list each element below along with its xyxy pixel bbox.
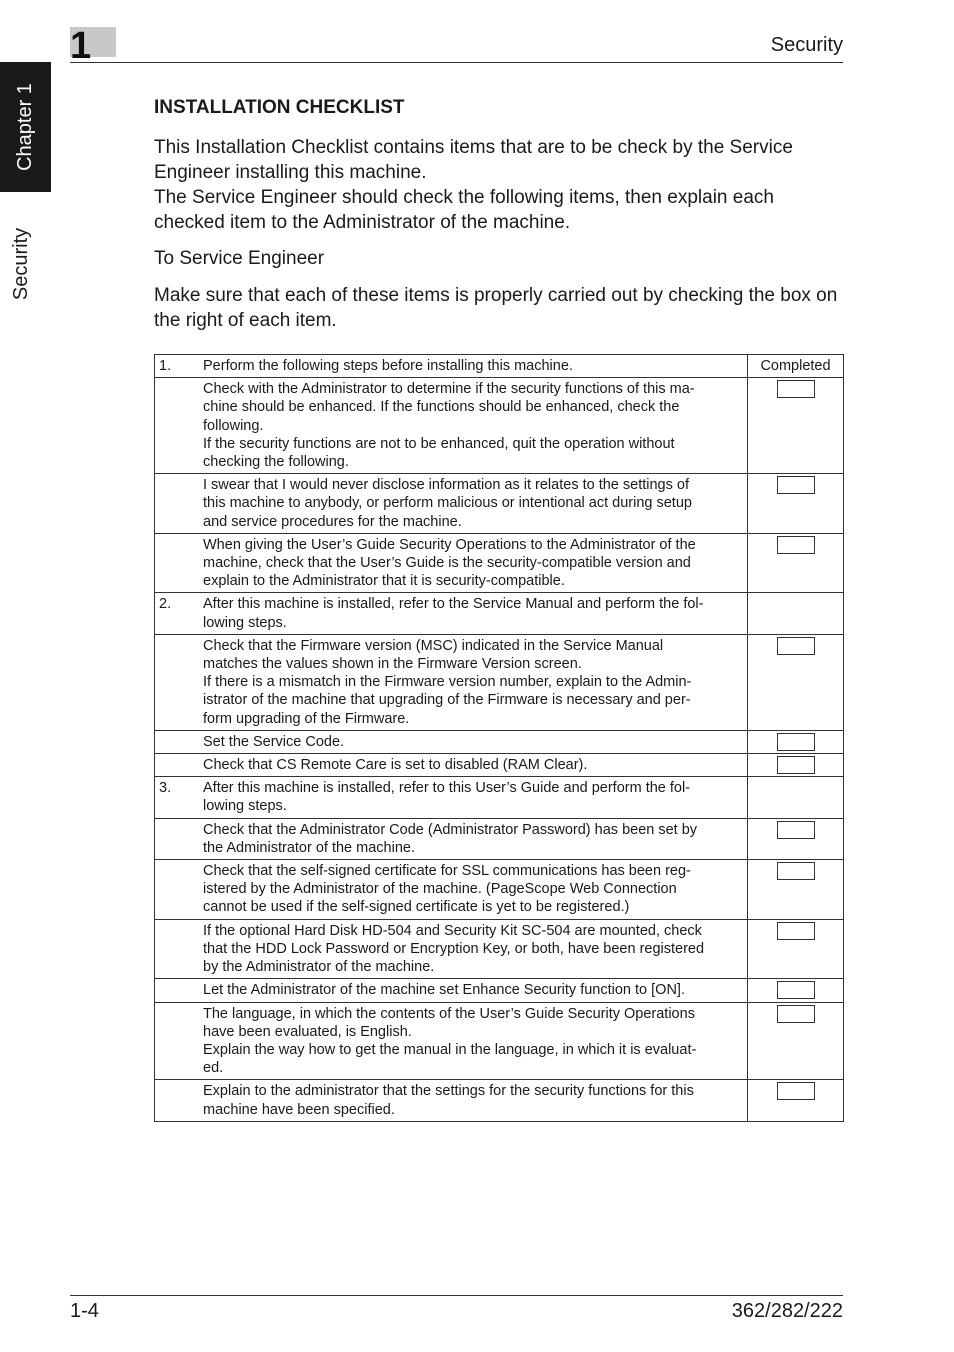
checklist-row xyxy=(155,533,844,593)
checklist-row xyxy=(155,474,844,534)
checklist-row xyxy=(155,919,844,979)
checklist-row xyxy=(155,634,844,730)
checklist-row xyxy=(155,355,844,378)
checklist-item-text: The language, in which the contents of the User’s Guide Security Operations have been evaluated, is English. Explain the way how to get the manual in the language, in which it is evaluat- ed. xyxy=(199,1002,748,1080)
checklist-item-text: After this machine is installed, refer to this User’s Guide and perform the fol- lowing steps. xyxy=(199,777,748,818)
intro-paragraph-1: This Installation Checklist contains items that are to be check by the Service Engineer installing this machine. xyxy=(154,137,793,183)
completed-cell xyxy=(748,593,844,634)
checklist-item-text: Set the Service Code. xyxy=(199,730,748,753)
checklist-item-text: After this machine is installed, refer to the Service Manual and perform the fol- lowing steps. xyxy=(199,593,748,634)
completed-checkbox[interactable] xyxy=(777,637,815,655)
completed-checkbox[interactable] xyxy=(777,733,815,751)
completed-cell xyxy=(748,1080,844,1121)
completed-checkbox[interactable] xyxy=(777,922,815,940)
checklist-item-number xyxy=(155,919,200,979)
instruction-paragraph: Make sure that each of these items is properly carried out by checking the box on the right of each item. xyxy=(154,285,838,331)
footer-rule xyxy=(70,1295,843,1296)
completed-checkbox[interactable] xyxy=(777,380,815,398)
installation-checklist-table xyxy=(154,354,844,1122)
completed-cell xyxy=(748,634,844,730)
checklist-row xyxy=(155,1080,844,1121)
checklist-item-number xyxy=(155,474,200,534)
main-content xyxy=(154,96,844,333)
chapter-tab-label: Chapter 1 xyxy=(14,83,36,171)
checklist-item-number xyxy=(155,730,200,753)
checklist-row xyxy=(155,730,844,753)
completed-checkbox[interactable] xyxy=(777,536,815,554)
completed-cell xyxy=(748,533,844,593)
checklist-row xyxy=(155,818,844,859)
completed-checkbox[interactable] xyxy=(777,1005,815,1023)
checklist-row xyxy=(155,1002,844,1080)
checklist-item-number xyxy=(155,1080,200,1121)
checklist-item-number: 1. xyxy=(155,355,200,378)
checklist-row xyxy=(155,754,844,777)
completed-cell xyxy=(748,474,844,534)
completed-cell xyxy=(748,919,844,979)
checklist-item-number xyxy=(155,860,200,920)
checklist-item-number xyxy=(155,378,200,474)
checklist-item-text: Let the Administrator of the machine set Enhance Security function to [ON]. xyxy=(199,979,748,1002)
model-number: 362/282/222 xyxy=(731,1300,843,1322)
intro-paragraph-2: The Service Engineer should check the following items, then explain each checked item to the Administrator of the machine. xyxy=(154,187,774,233)
completed-checkbox[interactable] xyxy=(777,821,815,839)
checklist-item-number xyxy=(155,634,200,730)
checklist-item-number xyxy=(155,1002,200,1080)
checklist-item-text: Check that the self-signed certificate for SSL communications has been reg- istered by the Administrator of the machine. (PageScope Web Connection cannot be used if the self-signed certificate is yet to be registered.) xyxy=(199,860,748,920)
checklist-row xyxy=(155,378,844,474)
completed-cell xyxy=(748,818,844,859)
section-tab-label: Security xyxy=(10,227,32,301)
checklist-item-number: 3. xyxy=(155,777,200,818)
completed-checkbox[interactable] xyxy=(777,862,815,880)
completed-checkbox[interactable] xyxy=(777,981,815,999)
to-service-engineer: To Service Engineer xyxy=(154,248,325,269)
checklist-item-text: I swear that I would never disclose information as it relates to the settings of this machine to anybody, or perform malicious or intentional act during setup and service procedures for the machine. xyxy=(199,474,748,534)
completed-cell xyxy=(748,777,844,818)
checklist-item-text: If the optional Hard Disk HD-504 and Security Kit SC-504 are mounted, check that the HDD Lock Password or Encryption Key, or both, have been registered by the Administrator of the machine. xyxy=(199,919,748,979)
checklist-item-text: Perform the following steps before installing this machine. xyxy=(199,355,748,378)
checklist-row xyxy=(155,979,844,1002)
chapter-number: 1 xyxy=(70,25,92,67)
header-rule xyxy=(70,62,843,63)
completed-cell xyxy=(748,860,844,920)
chapter-tab xyxy=(0,62,51,192)
checklist-item-number xyxy=(155,533,200,593)
checklist-row xyxy=(155,593,844,634)
checklist-item-number xyxy=(155,818,200,859)
checklist-row xyxy=(155,860,844,920)
checklist-item-number xyxy=(155,979,200,1002)
completed-cell xyxy=(748,979,844,1002)
page-number: 1-4 xyxy=(70,1300,99,1322)
checklist-item-number: 2. xyxy=(155,593,200,634)
completed-column-header: Completed xyxy=(748,355,844,378)
checklist-item-text: Check that the Firmware version (MSC) indicated in the Service Manual matches the values shown in the Firmware Version screen. If there is a mismatch in the Firmware version number, explain to the Admin- istrator of the machine that upgrading of the Firmware is necessary and per- form upgrading of the Firmware. xyxy=(199,634,748,730)
checklist-item-text: Check that CS Remote Care is set to disabled (RAM Clear). xyxy=(199,754,748,777)
completed-cell xyxy=(748,1002,844,1080)
checklist-item-text: When giving the User’s Guide Security Operations to the Administrator of the machine, check that the User’s Guide is the security-compatible version and explain to the Administrator that it is security-compatible. xyxy=(199,533,748,593)
running-header-title: Security xyxy=(770,34,843,56)
checklist-item-text: Explain to the administrator that the settings for the security functions for this machine have been specified. xyxy=(199,1080,748,1121)
checklist-row xyxy=(155,777,844,818)
checklist-item-text: Check that the Administrator Code (Administrator Password) has been set by the Administrator of the machine. xyxy=(199,818,748,859)
completed-cell xyxy=(748,378,844,474)
checklist-item-number xyxy=(155,754,200,777)
completed-checkbox[interactable] xyxy=(777,756,815,774)
checklist-item-text: Check with the Administrator to determine if the security functions of this ma- chine should be enhanced. If the functions should be enhanced, check the following. If the security functions are not to be enhanced, quit the operation without checking the following. xyxy=(199,378,748,474)
completed-checkbox[interactable] xyxy=(777,476,815,494)
completed-cell xyxy=(748,754,844,777)
section-title: INSTALLATION CHECKLIST xyxy=(154,97,405,118)
completed-checkbox[interactable] xyxy=(777,1082,815,1100)
completed-cell xyxy=(748,730,844,753)
